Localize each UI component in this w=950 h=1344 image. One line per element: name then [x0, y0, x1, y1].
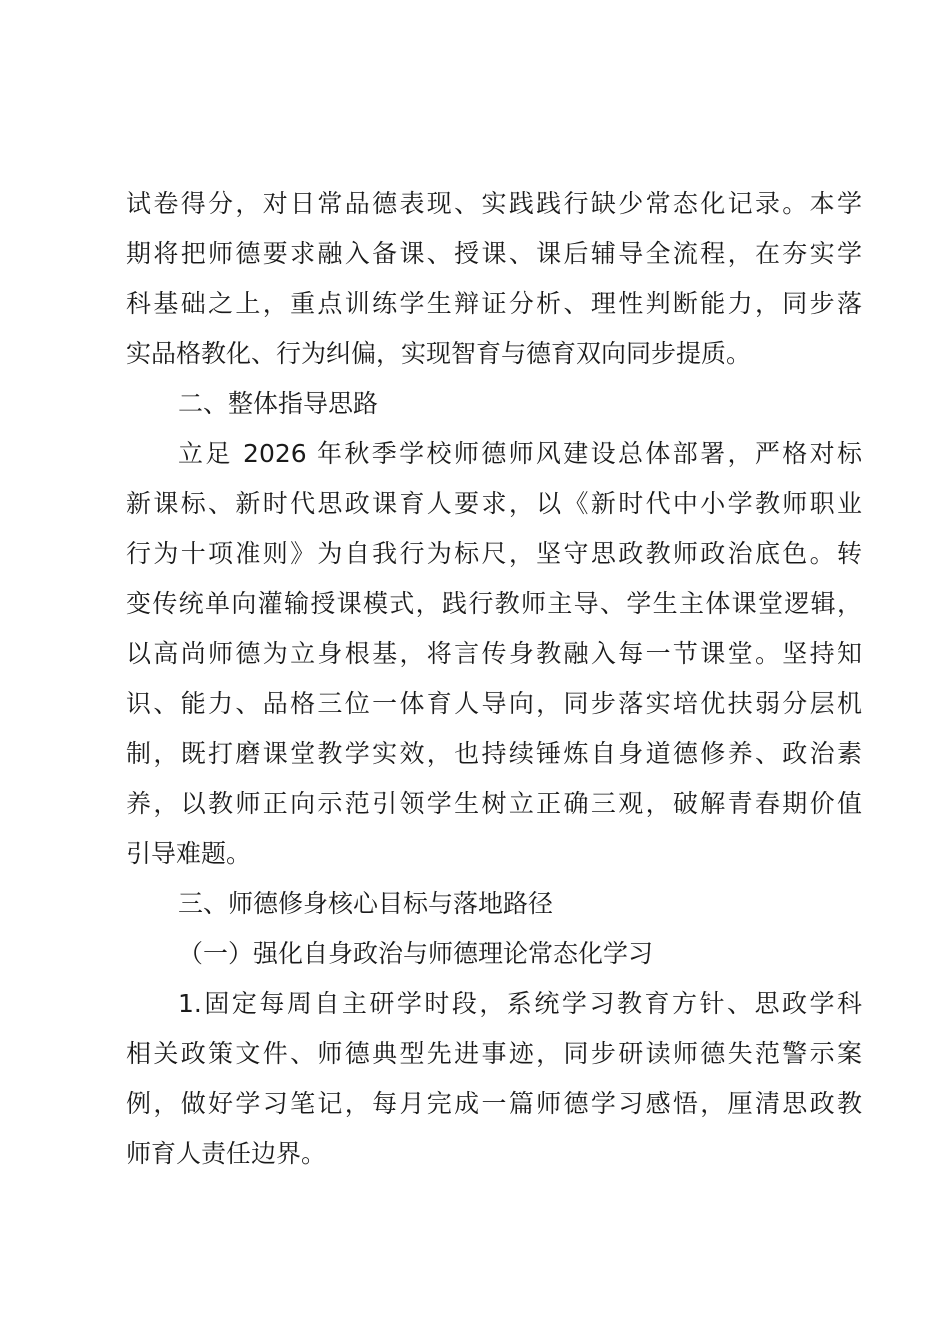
heading-text: 二、整体指导思路: [178, 389, 379, 418]
section-heading-3: [126, 879, 862, 929]
text-line: 制，既打磨课堂教学实效，也持续锤炼自身道德修养、政治素: [126, 739, 862, 768]
text-line: 1.固定每周自主研学时段，系统学习教育方针、思政学科: [178, 989, 862, 1018]
text-line: 以高尚师德为立身根基，将言传身教融入每一节课堂。坚持知: [126, 639, 862, 668]
text-line: 试卷得分，对日常品德表现、实践践行缺少常态化记录。本学: [126, 189, 862, 218]
text-line: 师育人责任边界。: [126, 1139, 327, 1168]
text-line: 识、能力、品格三位一体育人导向，同步落实培优扶弱分层机: [126, 689, 862, 718]
text-line: 期将把师德要求融入备课、授课、课后辅导全流程，在夯实学: [126, 239, 862, 268]
paragraph-guidance: [126, 429, 862, 879]
text-line: 引导难题。: [126, 839, 252, 868]
text-line: 相关政策文件、师德典型先进事迹，同步研读师德失范警示案: [126, 1039, 862, 1068]
paragraph-study-item-1: [126, 979, 862, 1179]
text-line: 例，做好学习笔记，每月完成一篇师德学习感悟，厘清思政教: [126, 1089, 862, 1118]
text-line: 变传统单向灌输授课模式，践行教师主导、学生主体课堂逻辑，: [126, 589, 862, 618]
heading-text: （一）强化自身政治与师德理论常态化学习: [178, 939, 654, 968]
text-line: 科基础之上，重点训练学生辩证分析、理性判断能力，同步落: [126, 289, 862, 318]
heading-text: 三、师德修身核心目标与落地路径: [178, 889, 554, 918]
subsection-heading-1: [126, 929, 862, 979]
text-line: 立足 2026 年秋季学校师德师风建设总体部署，严格对标: [178, 439, 862, 468]
section-heading-2: [126, 379, 862, 429]
text-line: 行为十项准则》为自我行为标尺，坚守思政教师政治底色。转: [126, 539, 862, 568]
text-line: 新课标、新时代思政课育人要求，以《新时代中小学教师职业: [126, 489, 862, 518]
paragraph-continuation: [126, 179, 862, 379]
text-line: 养，以教师正向示范引领学生树立正确三观，破解青春期价值: [126, 789, 862, 818]
text-line: 实品格教化、行为纠偏，实现智育与德育双向同步提质。: [126, 339, 752, 368]
